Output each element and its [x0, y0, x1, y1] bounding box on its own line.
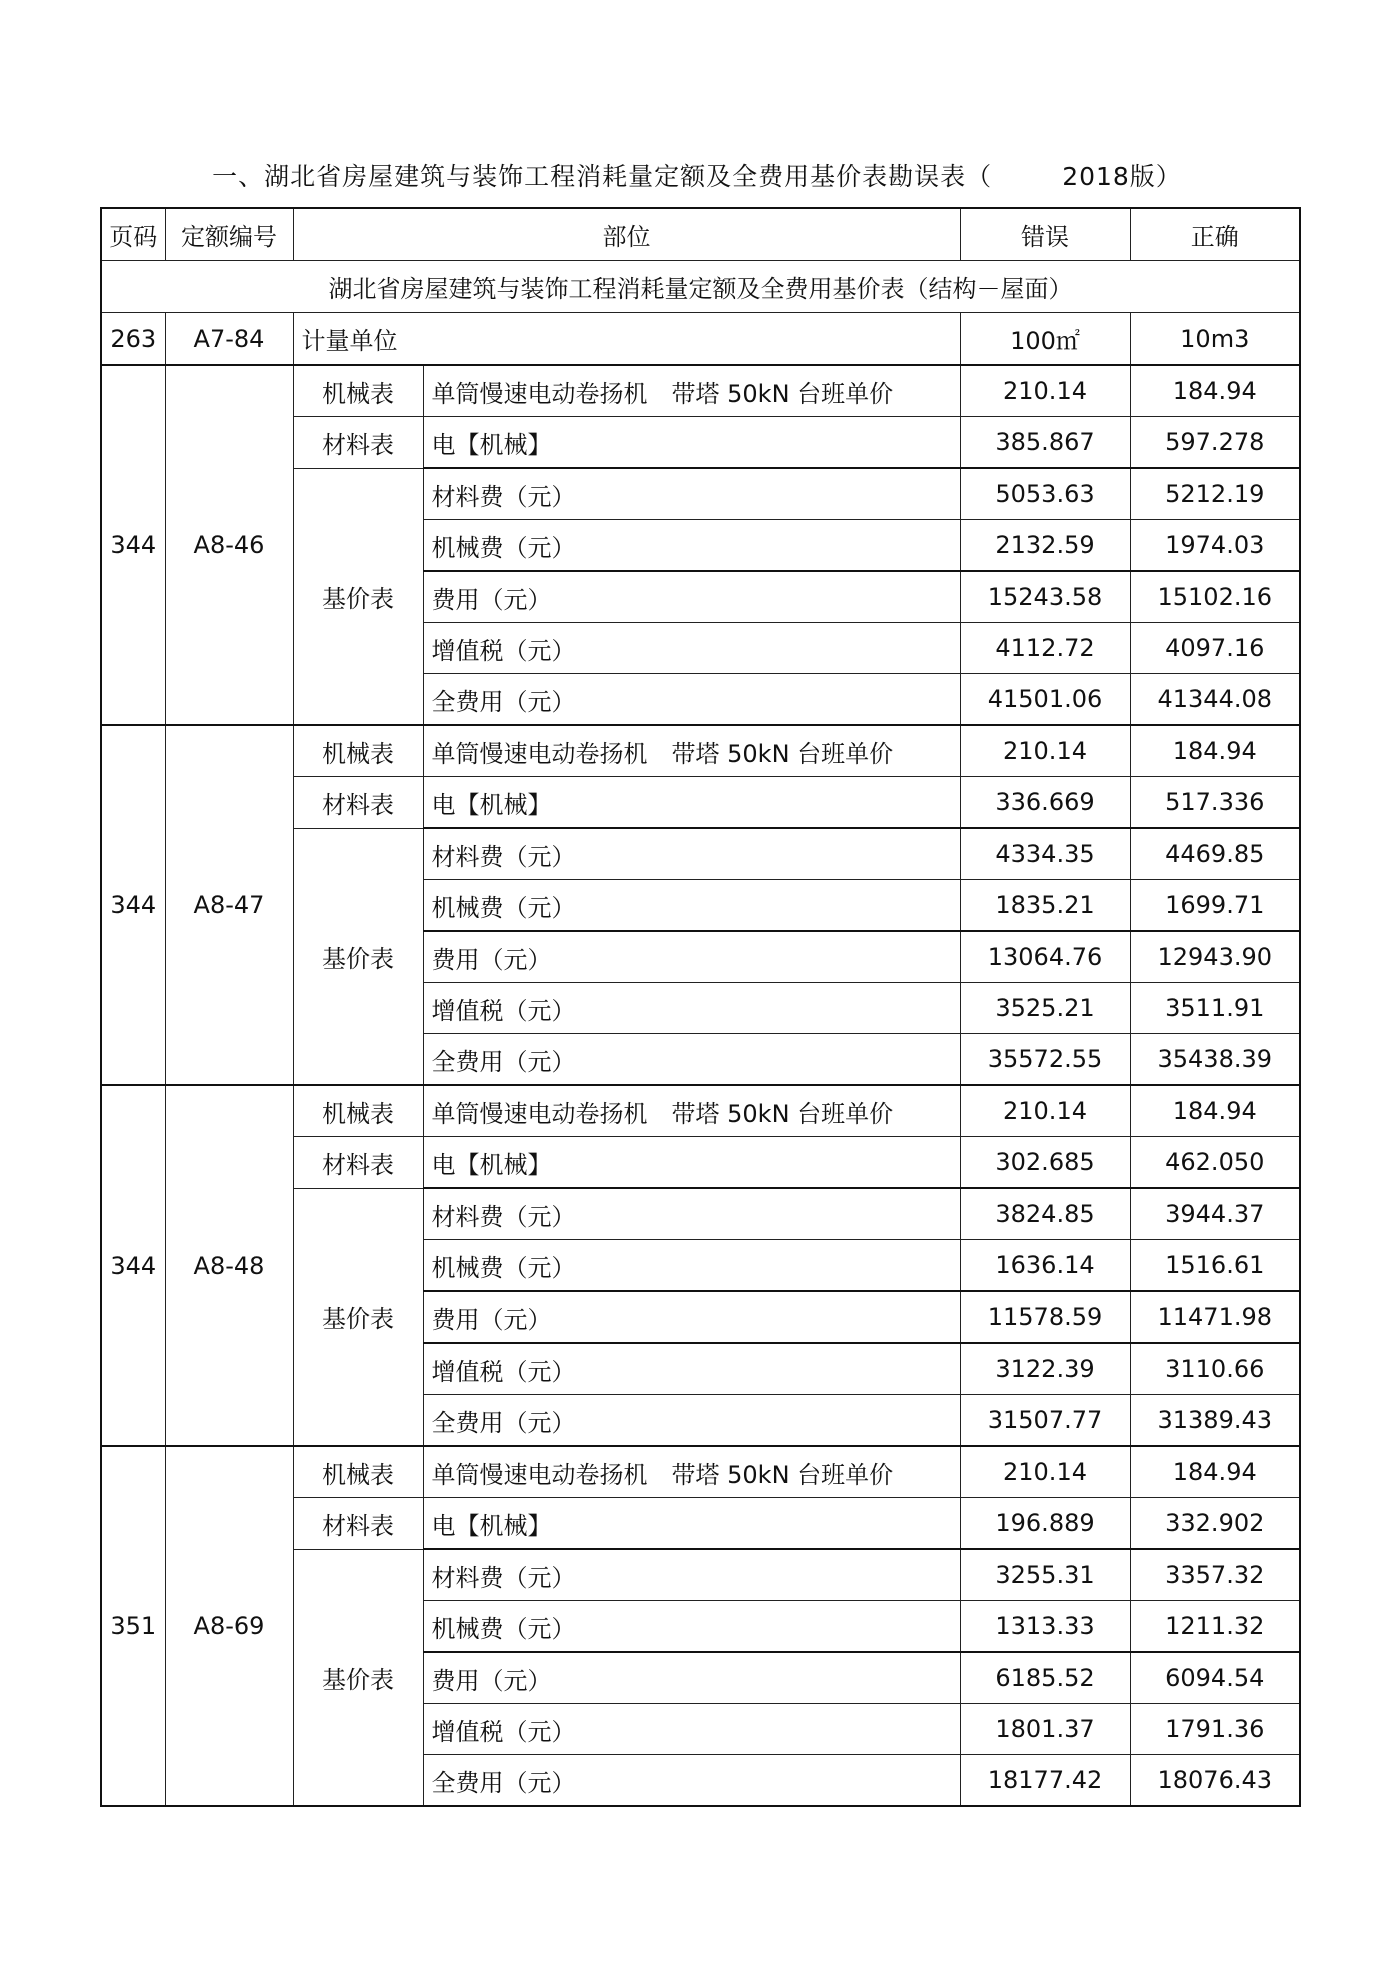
row-item-label: 单筒慢速电动卷扬机 带塔 50kN 台班单价	[423, 725, 960, 777]
errata-table	[100, 207, 1301, 1807]
row-correct-value: 1516.61	[1130, 1240, 1300, 1292]
row-item-label: 全费用（元）	[423, 1755, 960, 1807]
row-wrong-value: 4334.35	[960, 828, 1130, 880]
row-correct-value: 4097.16	[1130, 623, 1300, 674]
row-code: A8-47	[165, 725, 293, 1085]
row-correct-value: 35438.39	[1130, 1034, 1300, 1086]
row-correct-value: 184.94	[1130, 725, 1300, 777]
material-table-label: 材料表	[293, 1498, 423, 1550]
row-correct-value: 184.94	[1130, 365, 1300, 417]
row-wrong-value: 6185.52	[960, 1652, 1130, 1704]
machine-table-label: 机械表	[293, 365, 423, 417]
row-item-label: 费用（元）	[423, 1652, 960, 1704]
row-wrong-value: 2132.59	[960, 520, 1130, 572]
row-correct-value: 462.050	[1130, 1137, 1300, 1189]
unit-row-code: A7-84	[165, 313, 293, 366]
row-item-label: 全费用（元）	[423, 1034, 960, 1086]
row-correct-value: 3511.91	[1130, 983, 1300, 1034]
row-wrong-value: 3824.85	[960, 1188, 1130, 1240]
base-table-label: 基价表	[293, 828, 423, 1085]
header-page: 页码	[101, 208, 165, 261]
row-wrong-value: 3255.31	[960, 1549, 1130, 1601]
row-correct-value: 597.278	[1130, 417, 1300, 469]
row-item-label: 电【机械】	[423, 1498, 960, 1550]
row-correct-value: 3357.32	[1130, 1549, 1300, 1601]
row-page: 344	[101, 1085, 165, 1446]
row-wrong-value: 1313.33	[960, 1601, 1130, 1653]
row-item-label: 全费用（元）	[423, 1395, 960, 1447]
row-wrong-value: 1835.21	[960, 880, 1130, 932]
row-page: 344	[101, 725, 165, 1085]
row-correct-value: 4469.85	[1130, 828, 1300, 880]
row-wrong-value: 3122.39	[960, 1343, 1130, 1395]
row-correct-value: 1699.71	[1130, 880, 1300, 932]
row-wrong-value: 18177.42	[960, 1755, 1130, 1807]
row-wrong-value: 1801.37	[960, 1704, 1130, 1755]
row-item-label: 单筒慢速电动卷扬机 带塔 50kN 台班单价	[423, 1446, 960, 1498]
material-table-label: 材料表	[293, 1137, 423, 1189]
row-correct-value: 3944.37	[1130, 1188, 1300, 1240]
machine-table-label: 机械表	[293, 1446, 423, 1498]
row-correct-value: 31389.43	[1130, 1395, 1300, 1447]
row-wrong-value: 210.14	[960, 365, 1130, 417]
row-wrong-value: 210.14	[960, 725, 1130, 777]
row-correct-value: 184.94	[1130, 1446, 1300, 1498]
row-item-label: 增值税（元）	[423, 1704, 960, 1755]
row-correct-value: 15102.16	[1130, 571, 1300, 623]
row-wrong-value: 4112.72	[960, 623, 1130, 674]
header-part: 部位	[293, 208, 960, 261]
row-wrong-value: 11578.59	[960, 1291, 1130, 1343]
title-text: 一、湖北省房屋建筑与装饰工程消耗量定额及全费用基价表勘误表（	[212, 162, 993, 191]
row-item-label: 电【机械】	[423, 1137, 960, 1189]
header-wrong: 错误	[960, 208, 1130, 261]
row-item-label: 电【机械】	[423, 777, 960, 829]
unit-row-correct: 10m3	[1130, 313, 1300, 366]
row-wrong-value: 1636.14	[960, 1240, 1130, 1292]
section-row	[101, 261, 1300, 313]
header-correct: 正确	[1130, 208, 1300, 261]
row-code: A8-69	[165, 1446, 293, 1806]
unit-row-page: 263	[101, 313, 165, 366]
material-table-label: 材料表	[293, 777, 423, 829]
row-wrong-value: 31507.77	[960, 1395, 1130, 1447]
row-correct-value: 18076.43	[1130, 1755, 1300, 1807]
row-wrong-value: 210.14	[960, 1085, 1130, 1137]
base-table-label: 基价表	[293, 1549, 423, 1806]
row-correct-value: 1974.03	[1130, 520, 1300, 572]
row-wrong-value: 5053.63	[960, 468, 1130, 520]
row-correct-value: 1791.36	[1130, 1704, 1300, 1755]
row-correct-value: 5212.19	[1130, 468, 1300, 520]
row-item-label: 增值税（元）	[423, 983, 960, 1034]
row-correct-value: 12943.90	[1130, 931, 1300, 983]
row-code: A8-48	[165, 1085, 293, 1446]
base-table-label: 基价表	[293, 468, 423, 725]
row-item-label: 材料费（元）	[423, 1549, 960, 1601]
material-table-label: 材料表	[293, 417, 423, 469]
row-item-label: 全费用（元）	[423, 674, 960, 726]
table-row	[101, 365, 1300, 417]
row-wrong-value: 13064.76	[960, 931, 1130, 983]
row-item-label: 费用（元）	[423, 1291, 960, 1343]
unit-row-label: 计量单位	[293, 313, 960, 366]
row-item-label: 机械费（元）	[423, 1601, 960, 1653]
unit-row	[101, 313, 1300, 366]
row-item-label: 机械费（元）	[423, 880, 960, 932]
row-wrong-value: 210.14	[960, 1446, 1130, 1498]
row-wrong-value: 35572.55	[960, 1034, 1130, 1086]
row-correct-value: 6094.54	[1130, 1652, 1300, 1704]
row-item-label: 材料费（元）	[423, 828, 960, 880]
row-item-label: 增值税（元）	[423, 1343, 960, 1395]
row-wrong-value: 3525.21	[960, 983, 1130, 1034]
row-wrong-value: 15243.58	[960, 571, 1130, 623]
row-item-label: 增值税（元）	[423, 623, 960, 674]
unit-row-wrong: 100㎡	[960, 313, 1130, 366]
row-correct-value: 11471.98	[1130, 1291, 1300, 1343]
row-correct-value: 3110.66	[1130, 1343, 1300, 1395]
row-item-label: 机械费（元）	[423, 520, 960, 572]
row-code: A8-46	[165, 365, 293, 725]
row-wrong-value: 302.685	[960, 1137, 1130, 1189]
table-row	[101, 1085, 1300, 1137]
row-item-label: 机械费（元）	[423, 1240, 960, 1292]
row-item-label: 单筒慢速电动卷扬机 带塔 50kN 台班单价	[423, 365, 960, 417]
row-wrong-value: 336.669	[960, 777, 1130, 829]
base-table-label: 基价表	[293, 1188, 423, 1446]
row-correct-value: 1211.32	[1130, 1601, 1300, 1653]
row-correct-value: 517.336	[1130, 777, 1300, 829]
row-correct-value: 184.94	[1130, 1085, 1300, 1137]
row-item-label: 单筒慢速电动卷扬机 带塔 50kN 台班单价	[423, 1085, 960, 1137]
header-row	[101, 208, 1300, 261]
row-item-label: 费用（元）	[423, 931, 960, 983]
row-page: 344	[101, 365, 165, 725]
row-wrong-value: 41501.06	[960, 674, 1130, 726]
section-title: 湖北省房屋建筑与装饰工程消耗量定额及全费用基价表（结构－屋面）	[101, 261, 1300, 313]
row-correct-value: 332.902	[1130, 1498, 1300, 1550]
page-title	[0, 157, 1394, 193]
title-version: 2018版）	[1062, 162, 1182, 191]
table-row	[101, 1446, 1300, 1498]
header-code: 定额编号	[165, 208, 293, 261]
table-row	[101, 725, 1300, 777]
machine-table-label: 机械表	[293, 725, 423, 777]
row-wrong-value: 385.867	[960, 417, 1130, 469]
row-item-label: 材料费（元）	[423, 468, 960, 520]
row-correct-value: 41344.08	[1130, 674, 1300, 726]
machine-table-label: 机械表	[293, 1085, 423, 1137]
row-item-label: 电【机械】	[423, 417, 960, 469]
row-page: 351	[101, 1446, 165, 1806]
errata-table-body	[101, 208, 1300, 1806]
row-wrong-value: 196.889	[960, 1498, 1130, 1550]
row-item-label: 材料费（元）	[423, 1188, 960, 1240]
row-item-label: 费用（元）	[423, 571, 960, 623]
